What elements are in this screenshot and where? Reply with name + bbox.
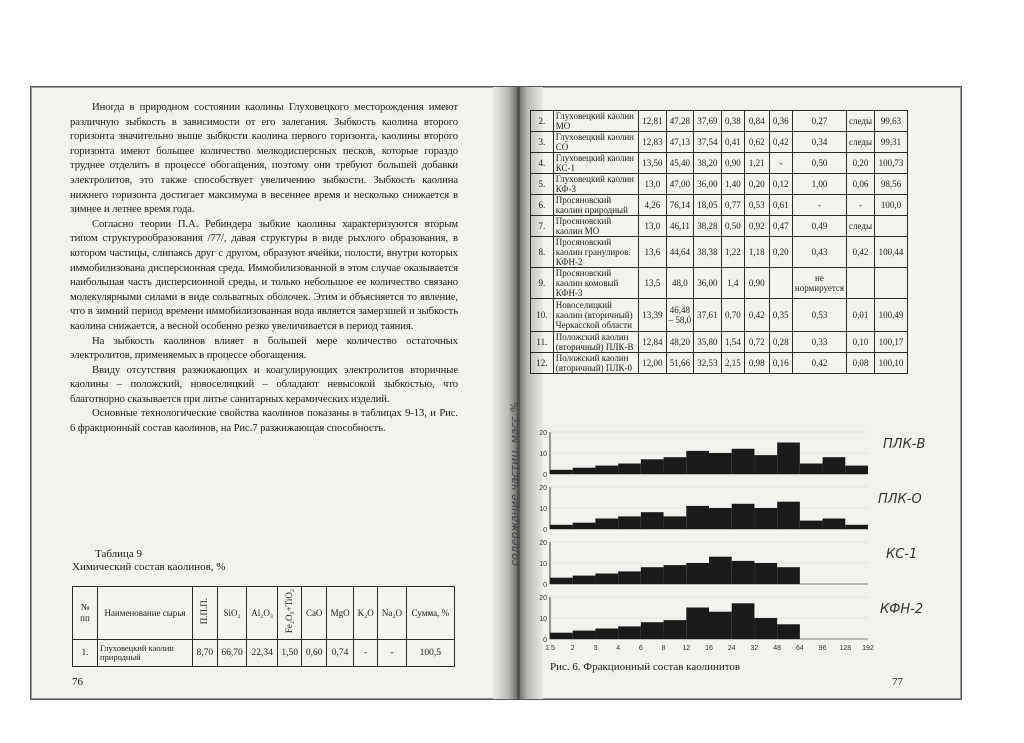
row-name-cell: Новоселицкий каолин (вторичный) Черкасской области	[553, 299, 638, 332]
x-tick-label: 24	[727, 645, 736, 652]
table-cell: 0,49	[792, 216, 846, 237]
table-cell: 35,80	[694, 332, 722, 353]
table-cell: 66,70	[217, 640, 247, 667]
bar-КФН-2-2	[573, 631, 596, 639]
bar-ПЛК-В-8	[664, 457, 687, 474]
x-tick-label: 128	[839, 645, 852, 652]
col-header: MgO	[326, 587, 353, 640]
table-title: Таблица 9	[95, 548, 143, 560]
table-cell: 0,33	[792, 332, 846, 353]
table-cell: 38,38	[694, 237, 722, 268]
bar-ПЛК-В-64	[800, 464, 823, 475]
table-row	[531, 237, 908, 268]
bar-ПЛК-В-96	[823, 457, 846, 474]
chemical-composition-table	[72, 586, 455, 667]
table-cell: 7.	[531, 216, 554, 237]
bar-ПЛК-В-32	[754, 455, 777, 474]
bar-ПЛК-В-12	[686, 451, 709, 474]
paragraph: Ввиду отсутствия разжижающих и коагулирующих электролитов вторичные каолины – положский, новоселицкий – обладают невысокой зыбкостью, что благотворно сказывается при литье санитарных керамических изделий.	[70, 363, 458, 405]
table-cell: 13,0	[639, 174, 667, 195]
bar-КФН-2-3	[595, 629, 618, 640]
table-cell: 13,39	[639, 299, 667, 332]
table-row	[531, 216, 908, 237]
table-header-row	[73, 587, 455, 640]
col-header: П.П.П.	[193, 587, 218, 640]
x-tick-label: 32	[750, 645, 759, 652]
table-cell: 37,54	[694, 132, 722, 153]
x-tick-label: 64	[795, 645, 804, 652]
table-cell: 36,00	[694, 268, 722, 299]
x-tick-label: 12	[682, 645, 691, 652]
x-tick-label: 48	[773, 645, 782, 652]
row-name-cell: Просяновский каолин гранулиров. КФН-2	[553, 237, 638, 268]
table-cell: -	[792, 195, 846, 216]
continued-table	[530, 110, 908, 374]
y-tick-label: 20	[539, 595, 547, 602]
col-header: Na₂O	[378, 587, 407, 640]
table-subtitle: Химический состав каолинов, %	[72, 561, 226, 573]
table-cell: Глуховецкий каолин природный	[98, 640, 193, 667]
table-cell: 18,05	[694, 195, 722, 216]
table-cell: 51,66	[666, 353, 694, 374]
x-tick-label: 3	[593, 645, 598, 652]
table-cell	[875, 268, 908, 299]
table-cell: 0,35	[769, 299, 792, 332]
table-cell: 37,61	[694, 299, 722, 332]
table-cell: 13,5	[639, 268, 667, 299]
y-tick-label: 10	[539, 561, 547, 568]
bar-КС-1-48	[777, 567, 800, 584]
table-cell: 0,42	[745, 299, 770, 332]
table-cell: 1,50	[277, 640, 302, 667]
row-name-cell: Положский каолин (вторичный) ПЛК-В	[553, 332, 638, 353]
table-cell: 100,10	[875, 353, 908, 374]
col-header: Сумма, %	[406, 587, 454, 640]
table-cell: 0,36	[769, 111, 792, 132]
table-cell: 6.	[531, 195, 554, 216]
table-row	[531, 132, 908, 153]
table-cell: 0,42	[847, 237, 875, 268]
table-cell: 0,16	[769, 353, 792, 374]
bar-ПЛК-О-16	[709, 508, 732, 529]
table-cell: 0,74	[326, 640, 353, 667]
table-cell: 12,84	[639, 332, 667, 353]
table-cell: 5.	[531, 174, 554, 195]
row-name-cell: Просяновский каолин природный	[553, 195, 638, 216]
y-tick-label: 10	[539, 451, 547, 458]
table-cell: 0,34	[792, 132, 846, 153]
col-header: SiO₂	[217, 587, 247, 640]
table-cell: 13,0	[639, 216, 667, 237]
table-cell: 12.	[531, 353, 554, 374]
table-cell: 0,90	[721, 153, 744, 174]
table-cell: следы	[847, 216, 875, 237]
fraction-chart	[528, 420, 958, 660]
row-name-cell: Глуховецкий каолин МО	[553, 111, 638, 132]
bar-КФН-2-16	[709, 612, 732, 639]
table-cell: 0,90	[745, 268, 770, 299]
table-cell: 9.	[531, 268, 554, 299]
table-row	[531, 353, 908, 374]
row-name-cell: Глуховецкий каолин СО	[553, 132, 638, 153]
table-cell: 0,84	[745, 111, 770, 132]
table-cell: 13,50	[639, 153, 667, 174]
table-cell: 0,27	[792, 111, 846, 132]
table-row	[73, 640, 455, 667]
table-cell: 1,00	[792, 174, 846, 195]
page-number-right: 77	[892, 676, 903, 688]
table-cell: 1,40	[721, 174, 744, 195]
table-cell: 0,50	[792, 153, 846, 174]
table-cell: 100,44	[875, 237, 908, 268]
series-label: ПЛК-О	[878, 492, 922, 507]
x-tick-label: 16	[705, 645, 713, 652]
table-row	[531, 268, 908, 299]
table-cell: 0,20	[745, 174, 770, 195]
y-tick-label: 0	[543, 472, 547, 479]
table-cell: 8.	[531, 237, 554, 268]
paragraph: На зыбкость каолинов влияет в большей мере количество остаточных электролитов, применяемых в процессе обогащения.	[70, 334, 458, 362]
table-cell: 99,31	[875, 132, 908, 153]
table-cell: 1,54	[721, 332, 744, 353]
bar-КС-1-24	[732, 561, 755, 584]
table-cell: 100,17	[875, 332, 908, 353]
table-cell: 0,92	[745, 216, 770, 237]
table-cell: 0,47	[769, 216, 792, 237]
table-cell: 47,13	[666, 132, 694, 153]
left-page-text	[70, 100, 458, 436]
table-row	[531, 299, 908, 332]
y-tick-label: 0	[543, 527, 547, 534]
table-cell: -	[769, 153, 792, 174]
table-cell: 45,40	[666, 153, 694, 174]
bar-КС-1-16	[709, 557, 732, 584]
table-cell: 0,20	[847, 153, 875, 174]
table-row	[531, 332, 908, 353]
row-name-cell: Положский каолин (вторичный) ПЛК-0	[553, 353, 638, 374]
table-cell: 0,42	[769, 132, 792, 153]
table-cell: 0,72	[745, 332, 770, 353]
bar-ПЛК-В-6	[641, 459, 664, 474]
table-cell: 0,28	[769, 332, 792, 353]
y-tick-label: 0	[543, 637, 547, 644]
bar-ПЛК-О-32	[754, 508, 777, 529]
bar-КС-1-4	[618, 571, 641, 584]
bar-КФН-2-48	[777, 624, 800, 639]
table-cell: 1.	[73, 640, 98, 667]
table-cell: 46,48 – 58,0	[666, 299, 694, 332]
bar-КС-1-1.5	[550, 578, 573, 584]
table-cell: не нормируется	[792, 268, 846, 299]
table-cell: 0,38	[721, 111, 744, 132]
y-tick-label: 10	[539, 616, 547, 623]
x-tick-label: 1.5	[545, 645, 555, 652]
table-cell: 46,11	[666, 216, 694, 237]
paragraph: Иногда в природном состоянии каолины Глуховецкого месторождения имеют различную зыбкость в зависимости от его залегания. Зыбкость каолина второго горизонта значительно выше зыбкости каолина первого горизонта, каолины второго горизонта имеют большее количество мелкодисперсных песков, которые гораздо труднее отделить в процессе обогащения, поэтому они требуют большей добавки электролитов, это также способствует увеличению зыбкости. Зыбкость каолина нижнего горизонта достигает максимума в весеннее время и несколько снижается в зимнее и летнее время года.	[70, 101, 458, 216]
col-header: CaO	[302, 587, 327, 640]
bar-ПЛК-В-128	[845, 466, 868, 474]
table-cell: 2.	[531, 111, 554, 132]
table-cell: 0,53	[745, 195, 770, 216]
table-row	[531, 195, 908, 216]
table-cell: 38,20	[694, 153, 722, 174]
bar-ПЛК-В-16	[709, 453, 732, 474]
y-tick-label: 20	[539, 540, 547, 547]
bar-ПЛК-В-2	[573, 468, 596, 474]
x-tick-label: 4	[616, 645, 621, 652]
table-cell: 100,49	[875, 299, 908, 332]
series-label: КС-1	[886, 547, 918, 562]
figure-caption: Рис. 6. Фракционный состав каолинитов	[550, 661, 741, 673]
bar-ПЛК-В-48	[777, 443, 800, 475]
table-cell: 1,22	[721, 237, 744, 268]
y-tick-label: 20	[539, 485, 547, 492]
table-cell: 0,62	[745, 132, 770, 153]
table-cell: 3.	[531, 132, 554, 153]
bar-ПЛК-В-1.5	[550, 470, 573, 474]
table-cell: 0,70	[721, 299, 744, 332]
table-row	[531, 174, 908, 195]
table-cell: 0,50	[721, 216, 744, 237]
table-cell: 0,60	[302, 640, 327, 667]
bar-ПЛК-О-4	[618, 516, 641, 529]
bar-КФН-2-8	[664, 620, 687, 639]
table-cell: 8,70	[193, 640, 218, 667]
table-cell	[847, 268, 875, 299]
table-row	[531, 153, 908, 174]
bar-ПЛК-О-3	[595, 519, 618, 530]
table-cell: 0,98	[745, 353, 770, 374]
bar-КФН-2-6	[641, 622, 664, 639]
table-cell: 0,01	[847, 299, 875, 332]
x-tick-label: 192	[862, 645, 874, 652]
bar-ПЛК-О-12	[686, 506, 709, 529]
row-name-cell: Глуховецкий каолин КС-1	[553, 153, 638, 174]
bar-КС-1-32	[754, 563, 777, 584]
table-cell: 47,28	[666, 111, 694, 132]
table-cell: 76,14	[666, 195, 694, 216]
table-cell: 100,73	[875, 153, 908, 174]
bar-КФН-2-12	[686, 608, 709, 640]
bar-ПЛК-В-4	[618, 464, 641, 475]
bar-КФН-2-4	[618, 626, 641, 639]
table-cell	[769, 268, 792, 299]
table-cell: 44,64	[666, 237, 694, 268]
paragraph: Основные технологические свойства каолинов показаны в таблицах 9-13, и Рис. 6 фракционный состав каолинов, на Рис.7 разжижающая способность.	[70, 407, 458, 435]
table-cell: 0,06	[847, 174, 875, 195]
bar-КС-1-6	[641, 567, 664, 584]
bar-КС-1-3	[595, 574, 618, 585]
col-header: Наименование сырья	[98, 587, 193, 640]
table-cell: следы	[847, 111, 875, 132]
bar-КС-1-8	[664, 565, 687, 584]
bar-ПЛК-В-24	[732, 449, 755, 474]
y-tick-label: 0	[543, 582, 547, 589]
x-tick-label: 2	[570, 645, 575, 652]
table-cell: 0,12	[769, 174, 792, 195]
table-cell: 36,00	[694, 174, 722, 195]
bar-ПЛК-О-96	[823, 519, 846, 530]
row-name-cell: Глуховецкий каолин КФ-3	[553, 174, 638, 195]
table-cell: 0,10	[847, 332, 875, 353]
bar-ПЛК-О-6	[641, 512, 664, 529]
bar-ПЛК-О-64	[800, 521, 823, 529]
table-cell: 37,69	[694, 111, 722, 132]
table-cell: 2,15	[721, 353, 744, 374]
row-name-cell: Просяновский каолин комовый КФН-3	[553, 268, 638, 299]
table-cell: 0,08	[847, 353, 875, 374]
bar-КФН-2-24	[732, 603, 755, 639]
table-cell: 38,28	[694, 216, 722, 237]
y-axis-label: содержание частиц, масс %	[508, 402, 521, 566]
table-cell: 0,42	[792, 353, 846, 374]
y-tick-label: 20	[539, 430, 547, 437]
table-cell: 32,53	[694, 353, 722, 374]
table-cell: 13,6	[639, 237, 667, 268]
bar-КС-1-2	[573, 576, 596, 584]
bar-ПЛК-В-3	[595, 466, 618, 474]
table-cell: 100,5	[406, 640, 454, 667]
table-cell: 12,81	[639, 111, 667, 132]
table-cell: 0,43	[792, 237, 846, 268]
bar-КФН-2-32	[754, 618, 777, 639]
table-cell: 0,41	[721, 132, 744, 153]
table-cell: -	[354, 640, 378, 667]
col-header: Al₂O₃	[247, 587, 277, 640]
table-cell	[875, 216, 908, 237]
bar-ПЛК-О-8	[664, 516, 687, 529]
table-cell: 47,00	[666, 174, 694, 195]
x-tick-label: 96	[818, 645, 827, 652]
series-label: КФН-2	[880, 602, 924, 617]
bar-КС-1-12	[686, 563, 709, 584]
table-cell: 1,4	[721, 268, 744, 299]
gutter-line	[517, 87, 520, 699]
table-cell: 99,63	[875, 111, 908, 132]
table-cell: 1,18	[745, 237, 770, 268]
table-cell: 0,20	[769, 237, 792, 268]
x-tick-label: 6	[638, 645, 643, 652]
bar-ПЛК-О-48	[777, 502, 800, 529]
page-number-left: 76	[72, 676, 83, 688]
table-cell: -	[378, 640, 407, 667]
col-header: № пп	[73, 587, 98, 640]
bar-ПЛК-О-24	[732, 504, 755, 529]
table-cell: 10.	[531, 299, 554, 332]
table-cell: 4.	[531, 153, 554, 174]
bar-ПЛК-О-1.5	[550, 525, 573, 529]
table-cell: 0,53	[792, 299, 846, 332]
table-cell: -	[847, 195, 875, 216]
col-header: K₂O	[354, 587, 378, 640]
table-cell: 22,34	[247, 640, 277, 667]
table-cell: 48,0	[666, 268, 694, 299]
table-cell: 48,20	[666, 332, 694, 353]
x-tick-label: 8	[661, 645, 666, 652]
table-cell: 98,56	[875, 174, 908, 195]
table-cell: 11.	[531, 332, 554, 353]
table-row	[531, 111, 908, 132]
table-cell: 12,00	[639, 353, 667, 374]
table-cell: следы	[847, 132, 875, 153]
bar-КФН-2-1.5	[550, 633, 573, 639]
row-name-cell: Просяновский каолин МО	[553, 216, 638, 237]
bar-ПЛК-О-2	[573, 523, 596, 529]
bar-ПЛК-О-128	[845, 525, 868, 529]
series-label: ПЛК-В	[883, 437, 926, 452]
table-cell: 100,0	[875, 195, 908, 216]
table-cell: 0,61	[769, 195, 792, 216]
table-cell: 1,21	[745, 153, 770, 174]
y-tick-label: 10	[539, 506, 547, 513]
col-header: Fe₂O₃+TiO₂	[277, 587, 302, 640]
table-cell: 4,26	[639, 195, 667, 216]
table-cell: 12,83	[639, 132, 667, 153]
paragraph: Согласно теории П.А. Ребиндера зыбкие каолины характеризуются вторым типом структурообразования /77/, давая структуры в виде рыхлого образования, в котором частицы, слипаясь друг с другом, образуют ячейки, полости, внутри которых иммобилизована дисперсионная среда. Иммобилизованной в этом случае оказывается наибольшая часть дисперсионной среды, и только небольшое ее количество связано молекулярными силами в виде сольватных оболочек. Этим и объясняется то явление, что в зимний период времени иммобилизованная вода является замерзшей и зыбкость каолина снижается, а весной особенно резко увеличивается в период таяния.	[70, 217, 458, 332]
table-cell: 0,77	[721, 195, 744, 216]
